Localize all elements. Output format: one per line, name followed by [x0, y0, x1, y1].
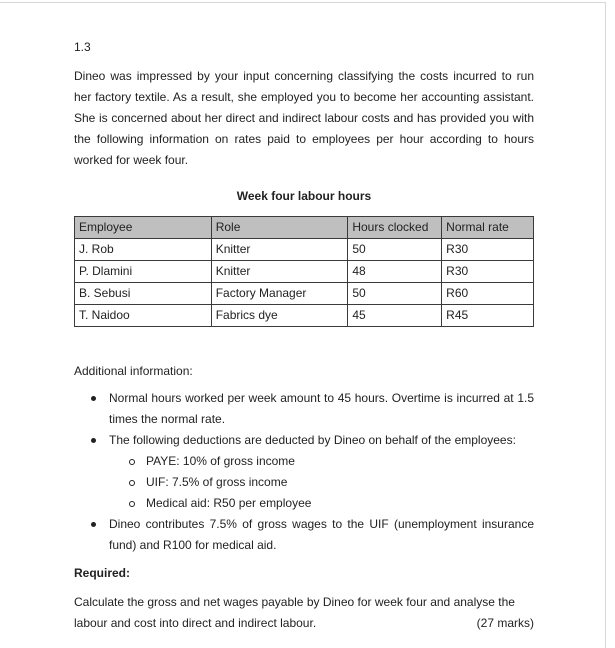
list-item: [146, 451, 534, 472]
cell-role: Factory Manager: [211, 283, 348, 305]
header-normal-rate: Normal rate: [442, 217, 534, 239]
circle-bullet-icon: [129, 501, 135, 507]
contributions-text: Dineo contributes 7.5% of gross wages to the UIF (unemployment insurance fund) and R100 for medical aid.: [109, 517, 534, 552]
deductions-intro-text: The following deductions are deducted by Dineo on behalf of the employees:: [109, 433, 516, 447]
table-row: [75, 283, 534, 305]
cell-role: Fabrics dye: [211, 305, 348, 327]
required-text-line-2: labour and cost into direct and indirect labour.: [74, 616, 317, 630]
cell-hours: 48: [348, 261, 442, 283]
normal-hours-text: Normal hours worked per week amount to 45 hours. Overtime is incurred at 1.5 times the normal rate.: [109, 391, 534, 426]
bullet-icon: [91, 396, 96, 401]
list-item: [109, 430, 534, 514]
circle-bullet-icon: [129, 480, 135, 486]
table-row: [75, 261, 534, 283]
list-item: [146, 472, 534, 493]
required-text-last-line: [74, 613, 534, 634]
header-hours-clocked: Hours clocked: [348, 217, 442, 239]
additional-info-list: [74, 388, 534, 556]
deduction-medical-aid: Medical aid: R50 per employee: [146, 496, 312, 510]
additional-info-label: Additional information:: [74, 364, 193, 378]
header-role: Role: [211, 217, 348, 239]
table-title: Week four labour hours: [236, 189, 372, 203]
bullet-icon: [91, 438, 96, 443]
bullet-icon: [91, 522, 96, 527]
cell-rate: R30: [442, 261, 534, 283]
deduction-paye: PAYE: 10% of gross income: [146, 454, 295, 468]
cell-rate: R60: [442, 283, 534, 305]
cell-employee: J. Rob: [75, 239, 212, 261]
deduction-uif: UIF: 7.5% of gross income: [146, 475, 288, 489]
section-number: 1.3: [74, 40, 91, 54]
list-item: [109, 388, 534, 430]
header-employee: Employee: [75, 217, 212, 239]
cell-rate: R30: [442, 239, 534, 261]
table-row: [75, 239, 534, 261]
document-content: [74, 40, 534, 634]
cell-hours: 45: [348, 305, 442, 327]
cell-hours: 50: [348, 239, 442, 261]
labour-hours-table: [74, 216, 534, 327]
list-item: [146, 493, 534, 514]
cell-role: Knitter: [211, 239, 348, 261]
circle-bullet-icon: [129, 459, 135, 465]
required-text-line-1: Calculate the gross and net wages payable by Dineo for week four and analyse the: [74, 595, 515, 609]
cell-employee: B. Sebusi: [75, 283, 212, 305]
intro-paragraph: Dineo was impressed by your input concerning classifying the costs incurred to run her factory textile. As a result, she employed you to become her accounting assistant. She is concerned about her direct and indirect labour costs and has provided you with the following information on rates paid to employees per hour according to hours worked for week four.: [74, 69, 534, 167]
table-header-row: [75, 217, 534, 239]
list-item: [109, 514, 534, 556]
cell-employee: T. Naidoo: [75, 305, 212, 327]
cell-rate: R45: [442, 305, 534, 327]
cell-hours: 50: [348, 283, 442, 305]
marks-label: (27 marks): [476, 616, 534, 630]
required-label: Required:: [74, 566, 131, 580]
cell-employee: P. Dlamini: [75, 261, 212, 283]
table-row: [75, 305, 534, 327]
cell-role: Knitter: [211, 261, 348, 283]
deductions-list: [109, 451, 534, 514]
